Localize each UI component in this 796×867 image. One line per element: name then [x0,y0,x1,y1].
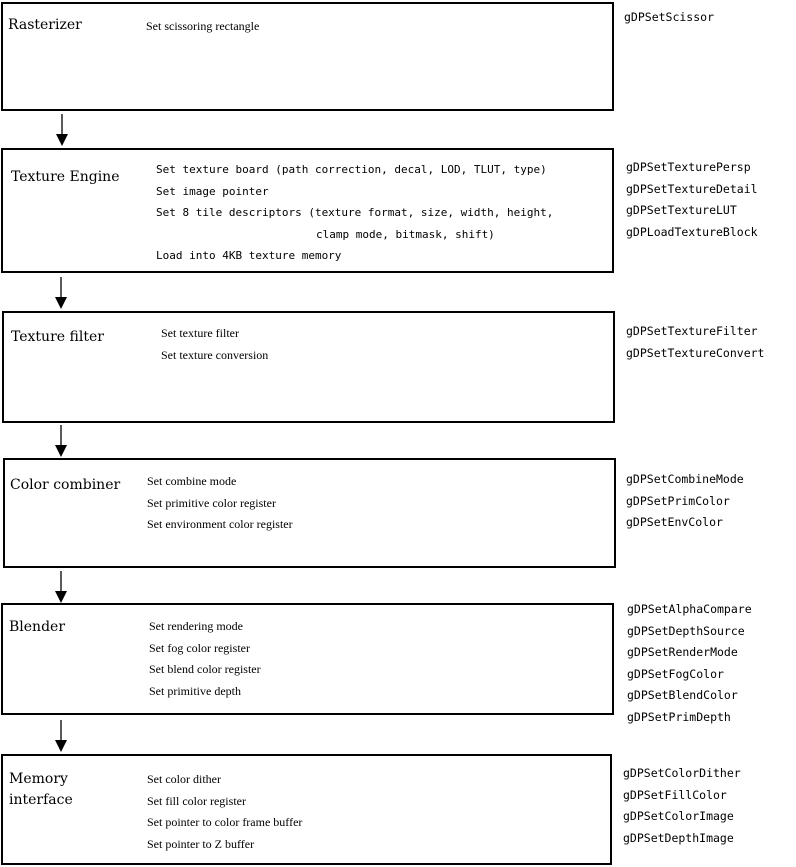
flow-arrow-down-icon [53,570,69,604]
command-label: gDPSetPrimColor [626,493,730,508]
stage-item: Set environment color register [147,517,293,531]
stage-title: Memory interface [9,771,73,808]
command-list-texture-filter [626,321,764,364]
command-label: gDPSetFillColor [623,787,727,802]
stage-rasterizer [1,2,614,111]
stage-item: Set color dither [147,772,221,786]
flow-arrow-down-icon [53,276,69,310]
stage-title: Texture filter [11,329,104,345]
command-label: gDPSetScissor [624,10,715,24]
command-label: gDPSetTextureLUT [626,203,737,217]
command-list-rasterizer [624,7,714,29]
command-label: gDPSetPrimDepth [627,709,731,724]
stage-item: Set texture filter [161,326,239,340]
stage-item: Set scissoring rectangle [146,19,260,33]
command-list-color-combiner [626,469,744,534]
command-label: gDPSetTextureDetail [626,181,758,196]
command-label: gDPLoadTextureBlock [626,224,758,239]
stage-item: Set combine mode [147,474,237,488]
stage-texture-filter [2,311,615,423]
stage-title: Blender [9,619,66,635]
flow-arrow-down-icon [54,113,70,147]
stage-color-combiner [3,458,616,568]
command-label: gDPSetDepthSource [627,623,745,638]
command-label: gDPSetColorDither [623,766,741,780]
stage-texture-engine [1,148,614,273]
stage-item: Set pointer to Z buffer [147,836,255,851]
stage-item: Set primitive depth [149,683,241,698]
stage-item: Set fog color register [149,640,250,655]
stage-item: Set blend color register [149,662,261,676]
command-label: gDPSetCombineMode [626,472,744,486]
command-list-texture-engine [626,157,758,243]
stage-item: Set image pointer [156,184,269,198]
command-label: gDPSetAlphaCompare [627,602,752,616]
stage-item: Load into 4KB texture memory [156,249,342,262]
command-label: gDPSetBlendColor [627,688,738,702]
stage-title: Color combiner [10,477,121,493]
flow-arrow-down-icon [53,719,69,753]
command-label: gDPSetRenderMode [627,645,738,659]
flow-arrow-down-icon [53,424,69,458]
stage-title: Texture Engine [11,169,120,185]
stage-item: Set texture board (path correction, decal, LOD, TLUT, type) [156,163,547,176]
stage-item: Set primitive color register [147,495,276,510]
command-label: gDPSetTextureFilter [626,324,758,338]
command-label: gDPSetDepthImage [623,830,734,845]
command-label: gDPSetColorImage [623,809,734,823]
stage-title: Rasterizer [8,17,82,33]
stage-item: clamp mode, bitmask, shift) [316,227,495,241]
stage-memory-interface [1,754,612,865]
stage-item: Set pointer to color frame buffer [147,815,303,829]
command-label: gDPSetEnvColor [626,515,723,529]
stage-item: Set fill color register [147,793,246,808]
command-list-blender [627,599,752,728]
command-label: gDPSetTexturePersp [626,160,751,174]
stage-item: Set 8 tile descriptors (texture format, size, width, height, [156,206,554,219]
command-list-memory-interface [623,763,741,849]
stage-item: Set rendering mode [149,619,243,633]
stage-item: Set texture conversion [161,347,269,362]
command-label: gDPSetTextureConvert [626,345,765,360]
command-label: gDPSetFogColor [627,666,724,681]
stage-blender [1,603,614,715]
